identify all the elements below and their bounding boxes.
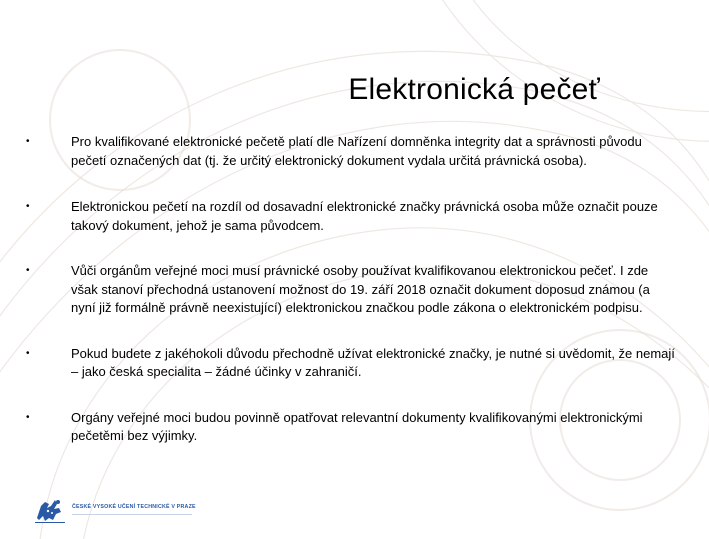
slide-title: Elektronická pečeť — [348, 73, 600, 107]
bullet-item — [26, 409, 676, 446]
bullet-item — [26, 262, 676, 318]
institution-name: ČESKÉ VYSOKÉ UČENÍ TECHNICKÉ V PRAZE — [72, 504, 196, 510]
bullet-list — [26, 133, 676, 446]
footer-divider — [72, 514, 192, 515]
cvut-lion-logo-icon — [33, 496, 67, 524]
bullet-item — [26, 133, 676, 170]
bullet-text: Pro kvalifikované elektronické pečetě platí dle Nařízení domněnka integrity dat a správnosti původu pečetí označených dat (tj. že určitý elektronický dokument vydala určitá právnická osoba). — [71, 134, 642, 168]
bullet-text: Vůči orgánům veřejné moci musí právnické osoby používat kvalifikovanou elektronickou pečeť. I zde však stanoví přechodná ustanovení možnost do 19. září 2018 označit dokument doposud známou (a nyní již formálně právně neexistující) elektronickou značkou podle zákona o elektronickém podpisu. — [71, 263, 650, 315]
bullet-marker: • — [26, 265, 30, 276]
bullet-marker: • — [26, 411, 30, 423]
bullet-marker: • — [26, 136, 30, 147]
bullet-text: Pokud budete z jakéhokoli důvodu přechodně užívat elektronické značky, je nutné si uvědomit, že nemají – jako česká specialita – žádné účinky v zahraničí. — [71, 345, 675, 379]
bullet-text: Elektronickou pečetí na rozdíl od dosavadní elektronické značky právnická osoba může označit pouze takový dokument, jehož je sama původcem. — [71, 199, 658, 233]
bullet-marker: • — [26, 347, 30, 359]
bullet-text: Orgány veřejné moci budou povinně opatřovat relevantní dokumenty kvalifikovanými elektronickými pečetěmi bez výjimky. — [71, 409, 643, 443]
bullet-marker: • — [26, 201, 30, 212]
bullet-item — [26, 198, 676, 235]
bullet-item — [26, 345, 676, 382]
